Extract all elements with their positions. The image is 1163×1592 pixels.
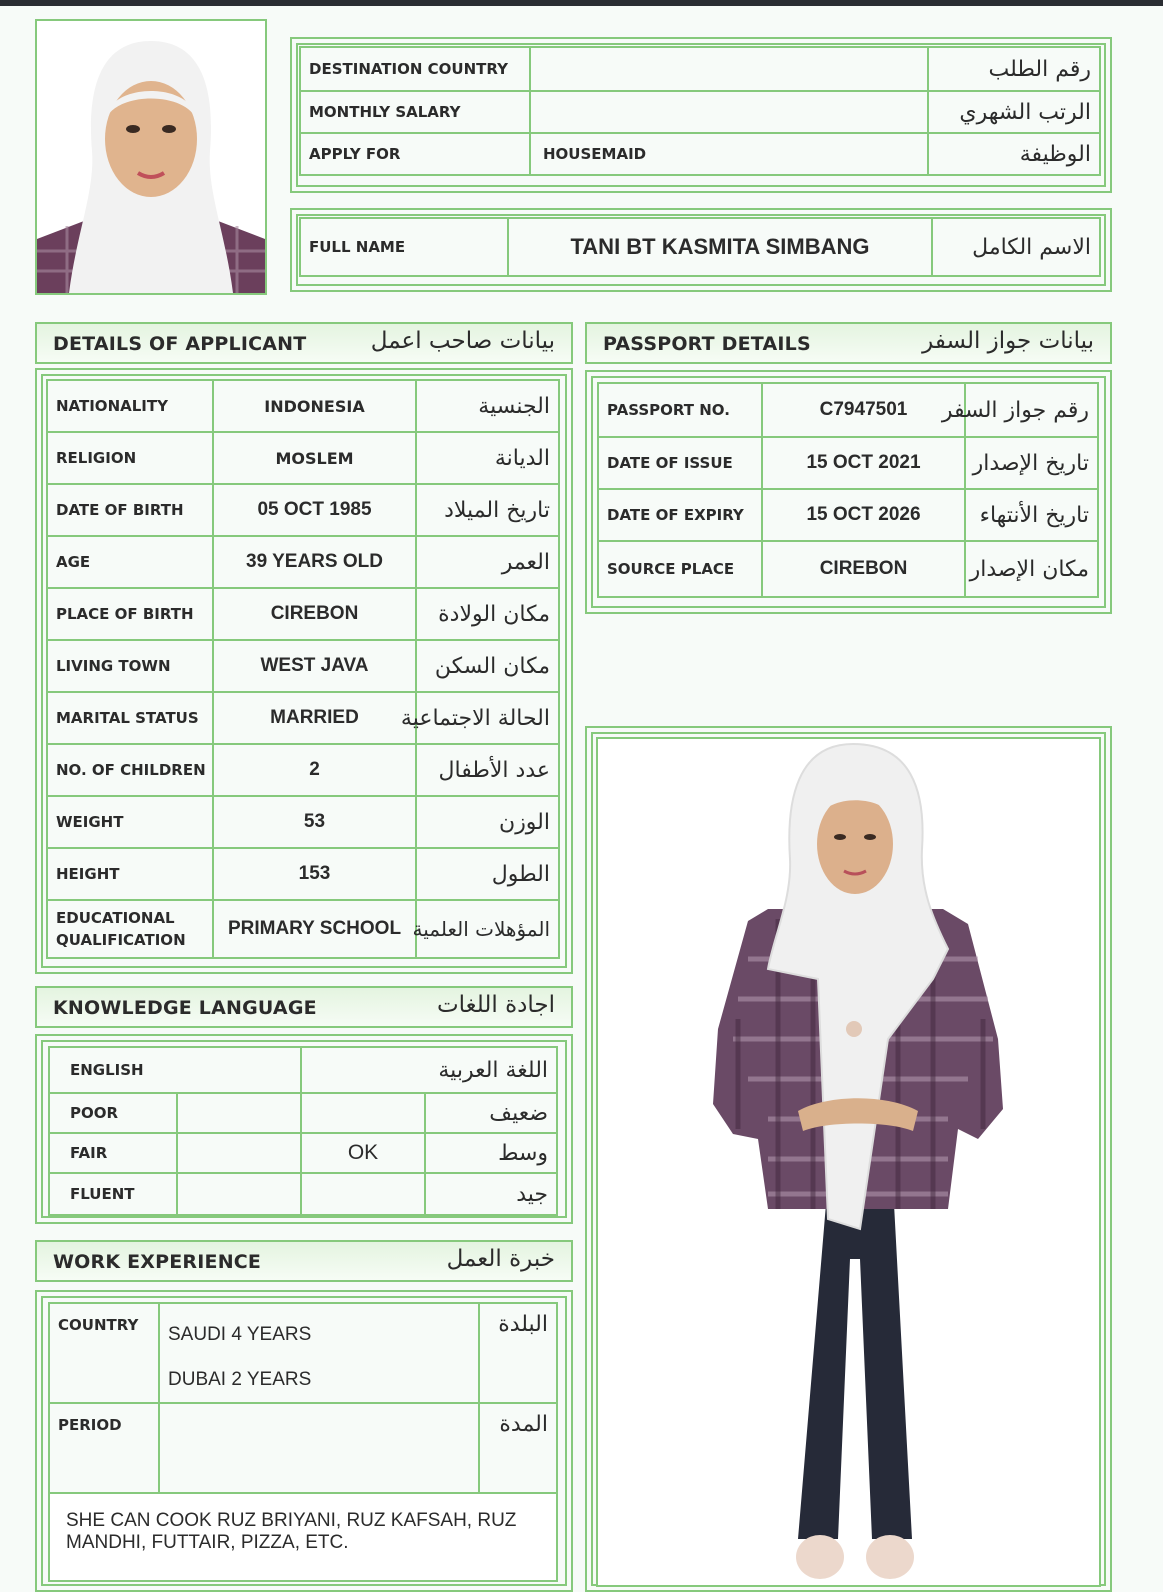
poor-arabic-cell <box>301 1093 425 1133</box>
english-label: ENGLISH <box>49 1047 301 1093</box>
table-row <box>47 432 559 484</box>
period-label-ar: المدة <box>479 1403 557 1493</box>
religion-label-ar: الديانة <box>416 432 559 484</box>
table-row <box>598 383 1098 437</box>
table-row <box>598 541 1098 597</box>
table-row <box>49 1303 557 1403</box>
date-of-expiry-value: 15 OCT 2026 <box>762 489 965 541</box>
table-row <box>300 218 1100 276</box>
country-label: COUNTRY <box>49 1303 159 1403</box>
education-label-line1: EDUCATIONAL <box>56 909 175 927</box>
application-info-table <box>299 46 1101 176</box>
poor-label: POOR <box>49 1093 177 1133</box>
age-value: 39 YEARS OLD <box>213 536 416 588</box>
passport-number-label-ar: رقم جواز السفر <box>965 383 1098 437</box>
apply-for-value: HOUSEMAID <box>530 133 928 175</box>
table-row <box>598 489 1098 541</box>
children-label: NO. OF CHILDREN <box>47 744 213 796</box>
table-row <box>47 848 559 900</box>
portrait-photo-image <box>37 21 265 293</box>
work-experience-table <box>48 1302 558 1582</box>
fluent-label-ar: جيد <box>425 1173 557 1215</box>
arabic-language-label: اللغة العربية <box>301 1047 557 1093</box>
religion-label: RELIGION <box>47 432 213 484</box>
table-row <box>300 91 1100 133</box>
work-notes: SHE CAN COOK RUZ BRIYANI, RUZ KAFSAH, RUZ MANDHI, FUTTAIR, PIZZA, ETC. <box>49 1493 557 1581</box>
monthly-salary-label: MONTHLY SALARY <box>300 91 530 133</box>
table-row <box>598 437 1098 489</box>
full-name-value: TANI BT KASMITA SIMBANG <box>508 218 932 276</box>
table-row <box>47 640 559 692</box>
country-label-ar: البلدة <box>479 1303 557 1403</box>
countries-cell <box>159 1303 479 1403</box>
table-row <box>47 744 559 796</box>
full-name-label: FULL NAME <box>300 218 508 276</box>
work-experience-title: WORK EXPERIENCE <box>53 1251 262 1273</box>
fluent-arabic-cell <box>301 1173 425 1215</box>
work-experience-header <box>35 1240 573 1282</box>
date-of-issue-value: 15 OCT 2021 <box>762 437 965 489</box>
place-of-birth-value: CIREBON <box>213 588 416 640</box>
religion-value: MOSLEM <box>213 432 416 484</box>
monthly-salary-label-ar: الرتب الشهري <box>928 91 1100 133</box>
table-row <box>47 536 559 588</box>
table-row <box>47 796 559 848</box>
education-label-line2: QUALIFICATION <box>56 931 186 949</box>
height-value: 153 <box>213 848 416 900</box>
age-label: AGE <box>47 536 213 588</box>
table-row <box>300 47 1100 91</box>
language-title-ar: اجادة اللغات <box>437 992 555 1018</box>
destination-country-label-ar: رقم الطلب <box>928 47 1100 91</box>
table-row <box>49 1403 557 1493</box>
weight-value: 53 <box>213 796 416 848</box>
date-of-birth-value: 05 OCT 1985 <box>213 484 416 536</box>
fair-arabic-cell: OK <box>301 1133 425 1173</box>
table-row <box>47 900 559 958</box>
country-entry: SAUDI 4 YEARS <box>168 1324 312 1345</box>
fair-label: FAIR <box>49 1133 177 1173</box>
monthly-salary-value <box>530 91 928 133</box>
source-place-value: CIREBON <box>762 541 965 597</box>
fair-label-ar: وسط <box>425 1133 557 1173</box>
table-row <box>47 588 559 640</box>
marital-status-label-ar: الحالة الاجتماعية <box>416 692 559 744</box>
children-label-ar: عدد الأطفال <box>416 744 559 796</box>
fluent-label: FLUENT <box>49 1173 177 1215</box>
table-row <box>49 1133 557 1173</box>
education-label-ar: المؤهلات العلمية <box>416 900 559 958</box>
table-row <box>47 484 559 536</box>
nationality-label-ar: الجنسية <box>416 380 559 432</box>
source-place-label-ar: مكان الإصدار <box>965 541 1098 597</box>
applicant-details-title-ar: بيانات صاحب اعمل <box>370 328 555 354</box>
full-body-photo-image <box>598 739 1099 1585</box>
full-body-photo <box>596 737 1101 1587</box>
language-table <box>48 1046 558 1216</box>
period-value <box>159 1403 479 1493</box>
table-row <box>49 1493 557 1581</box>
date-of-expiry-label-ar: تاريخ الأنتهاء <box>965 489 1098 541</box>
weight-label-ar: الوزن <box>416 796 559 848</box>
country-entry: DUBAI 2 YEARS <box>168 1369 312 1390</box>
poor-label-ar: ضعيف <box>425 1093 557 1133</box>
height-label-ar: الطول <box>416 848 559 900</box>
date-of-birth-label-ar: تاريخ الميلاد <box>416 484 559 536</box>
applicant-details-header <box>35 322 573 364</box>
nationality-value: INDONESIA <box>213 380 416 432</box>
table-row <box>49 1047 557 1093</box>
nationality-label: NATIONALITY <box>47 380 213 432</box>
source-place-label: SOURCE PLACE <box>598 541 762 597</box>
work-experience-title-ar: خبرة العمل <box>446 1246 555 1272</box>
weight-label: WEIGHT <box>47 796 213 848</box>
education-value: PRIMARY SCHOOL <box>213 900 416 958</box>
date-of-birth-label: DATE OF BIRTH <box>47 484 213 536</box>
language-title: KNOWLEDGE LANGUAGE <box>53 997 317 1019</box>
date-of-issue-label: DATE OF ISSUE <box>598 437 762 489</box>
language-header <box>35 986 573 1028</box>
place-of-birth-label-ar: مكان الولادة <box>416 588 559 640</box>
table-row <box>49 1093 557 1133</box>
height-label: HEIGHT <box>47 848 213 900</box>
apply-for-label: APPLY FOR <box>300 133 530 175</box>
living-town-value: WEST JAVA <box>213 640 416 692</box>
table-row <box>300 133 1100 175</box>
table-row <box>47 380 559 432</box>
date-of-expiry-label: DATE OF EXPIRY <box>598 489 762 541</box>
full-name-table <box>299 217 1101 277</box>
children-value: 2 <box>213 744 416 796</box>
destination-country-value <box>530 47 928 91</box>
table-row <box>49 1173 557 1215</box>
poor-english-cell <box>177 1093 301 1133</box>
passport-details-header <box>585 322 1112 364</box>
date-of-issue-label-ar: تاريخ الإصدار <box>965 437 1098 489</box>
full-name-label-ar: الاسم الكامل <box>932 218 1100 276</box>
passport-number-label: PASSPORT NO. <box>598 383 762 437</box>
applicant-details-title: DETAILS OF APPLICANT <box>53 333 307 355</box>
passport-details-title-ar: بيانات جواز السفر <box>922 328 1094 354</box>
applicant-details-table <box>46 379 560 959</box>
passport-details-title: PASSPORT DETAILS <box>603 333 811 355</box>
table-row <box>47 692 559 744</box>
living-town-label: LIVING TOWN <box>47 640 213 692</box>
marital-status-label: MARITAL STATUS <box>47 692 213 744</box>
fluent-english-cell <box>177 1173 301 1215</box>
portrait-photo <box>35 19 267 295</box>
marital-status-value: MARRIED <box>213 692 416 744</box>
passport-number-value: C7947501 <box>762 383 965 437</box>
destination-country-label: DESTINATION COUNTRY <box>300 47 530 91</box>
fair-english-cell <box>177 1133 301 1173</box>
passport-details-table <box>597 382 1099 598</box>
place-of-birth-label: PLACE OF BIRTH <box>47 588 213 640</box>
apply-for-label-ar: الوظيفة <box>928 133 1100 175</box>
living-town-label-ar: مكان السكن <box>416 640 559 692</box>
age-label-ar: العمر <box>416 536 559 588</box>
period-label: PERIOD <box>49 1403 159 1493</box>
education-label <box>47 900 213 958</box>
